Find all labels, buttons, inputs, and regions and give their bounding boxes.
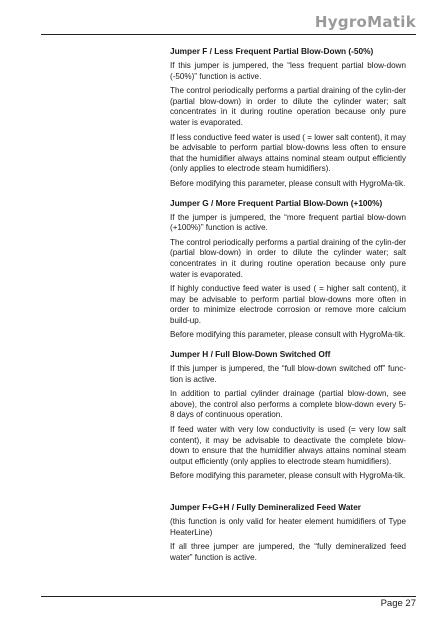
paragraph: If highly conductive feed water is used ( = higher salt content), it may be advisable to perform partial blow-downs more often in order to minimize electrode corrosion or remove more calcium build-up. (170, 284, 406, 325)
section-heading: Jumper G / More Frequent Partial Blow-Down (+100%) (170, 197, 383, 208)
paragraph: Before modifying this parameter, please consult with HygroMa-tik. (170, 330, 406, 340)
paragraph: If less conductive feed water is used ( = lower salt content), it may be advisable to perform partial blow-downs less often to ensure that the humidifier always attains nominal steam output efficiently (only applies to electrode steam humidifiers). (170, 132, 406, 174)
section-heading: Jumper H / Full Blow-Down Switched Off (170, 349, 331, 360)
hygromatik-logo: HygroMatik (314, 13, 416, 31)
paragraph: (this function is only valid for heater element humidifiers of Type HeaterLine) (170, 517, 406, 537)
section-heading: Jumper F / Less Frequent Partial Blow-Down (-50%) (170, 46, 374, 56)
section-jumper-h (170, 349, 406, 482)
paragraph: Before modifying this parameter, please consult with HygroMa-tik. (170, 178, 406, 188)
paragraph: If feed water with very low conductivity is used (= very low salt content), it may be advisable to deactivate the complete blow-down to ensure that the humidifier always attains nominal steam output efficiently (only applies to electrode steam humidifiers). (170, 425, 406, 466)
page-number: Page 27 (380, 598, 416, 609)
paragraph: If all three jumper are jumpered, the “fully demineralized feed water” function is active. (170, 542, 406, 562)
paragraph: If the jumper is jumpered, the “more frequent partial blow-down (+100%)” function is active. (170, 212, 406, 233)
document-body (170, 46, 406, 571)
section-jumper-fgh (170, 502, 406, 563)
paragraph: The control periodically performs a partial draining of the cylin-der (partial blow-down) in order to dilute the cylinder water; salt concentrates in it during routine operation because only pure water is evaporated. (170, 237, 406, 279)
paragraph: Before modifying this parameter, please consult with HygroMa-tik. (170, 471, 406, 481)
section-jumper-f (170, 46, 406, 190)
spacer (170, 490, 406, 502)
paragraph: The control periodically performs a partial draining of the cylin-der (partial blow-down) in order to dilute the cylinder water; salt concentrates in it during routine operation because only pure water is evaporated. (170, 86, 406, 127)
section-jumper-g (170, 198, 406, 342)
paragraph: If this jumper is jumpered, the “full blow-down switched off” func-tion is active. (170, 364, 406, 384)
paragraph: In addition to partial cylinder drainage (partial blow-down, see above), the control also performs a complete blow-down every 5-8 days of continuous operation. (170, 389, 406, 420)
paragraph: If this jumper is jumpered, the “less frequent partial blow-down (-50%)” function is active. (170, 61, 406, 81)
footer-rule (41, 596, 416, 597)
section-heading: Jumper F+G+H / Fully Demineralized Feed Water (170, 502, 362, 512)
header-rule (41, 34, 416, 35)
